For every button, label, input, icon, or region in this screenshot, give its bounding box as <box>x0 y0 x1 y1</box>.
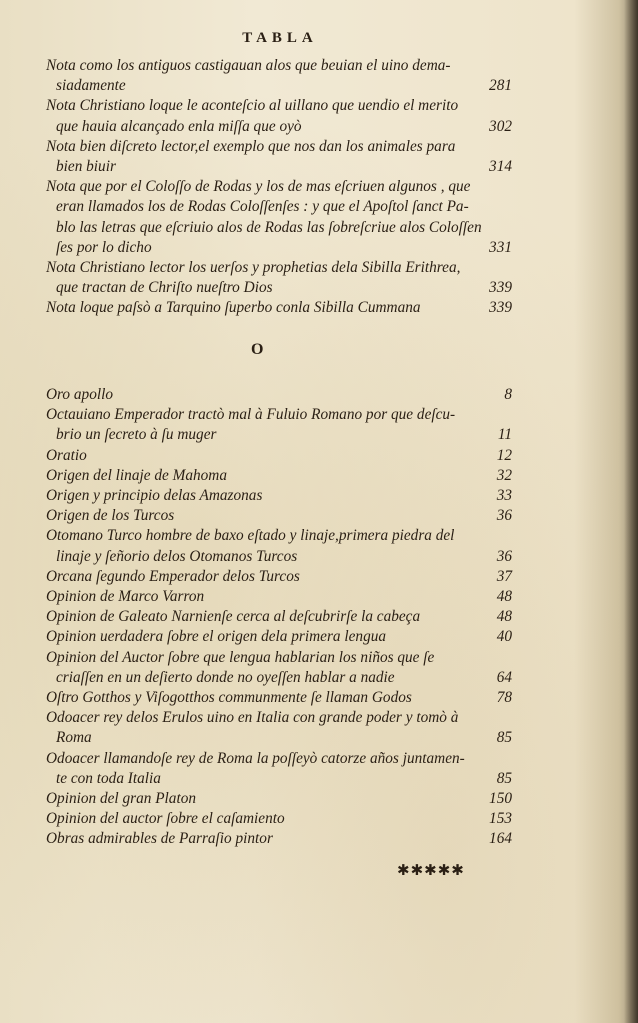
entry-line: Opinion del gran Platon <box>46 790 196 808</box>
entry-line: Odoacer rey delos Erulos uino en Italia con grande poder y tomò à <box>46 709 459 727</box>
entry-line: Orcana ſegundo Emperador delos Turcos <box>46 567 300 585</box>
entry-line: Oſtro Gotthos y Viſogotthos communmente ſe llaman Godos <box>46 689 412 707</box>
entry-line: que hauia alcançado enla miſſa que oyò <box>56 117 302 135</box>
entry-line: brio un ſecreto à ſu muger <box>56 426 217 444</box>
page-number: 48 <box>496 608 512 626</box>
index-entry <box>46 177 512 258</box>
entry-line: que tractan de Chriſto nueſtro Dios <box>56 279 273 297</box>
index-entry <box>46 96 512 136</box>
page-gutter-shadow <box>624 0 638 1023</box>
index-entry <box>46 405 512 445</box>
index-entry <box>46 446 512 466</box>
entry-line: Nota Christiano lector los uerſos y prophetias dela Sibilla Erithrea, <box>46 259 461 277</box>
entry-line: siadamente <box>56 77 126 95</box>
entry-line: Origen de los Turcos <box>46 507 175 525</box>
index-entry <box>46 506 512 526</box>
entry-line: Nota bien diſcreto lector,el exemplo que nos dan los animales para <box>46 137 456 155</box>
entry-line: Opinion de Marco Varron <box>46 588 205 606</box>
entry-line: Otomano Turco hombre de baxo eſtado y linaje,primera piedra del <box>46 527 455 545</box>
page-number: 32 <box>496 466 512 484</box>
page-number: 339 <box>489 299 512 317</box>
entry-line: Origen y principio delas Amazonas <box>46 487 263 505</box>
page-number: 36 <box>496 507 512 525</box>
page-number: 314 <box>489 158 512 176</box>
index-entry <box>46 789 512 809</box>
entry-line: bien biuir <box>56 158 116 176</box>
page-number: 281 <box>489 77 512 95</box>
entry-line: Opinion del Auctor ſobre que lengua hablarian los niños que ſe <box>46 648 435 666</box>
index-entry <box>46 829 512 849</box>
page-number: 64 <box>496 668 512 686</box>
index-entry <box>46 298 512 318</box>
entry-line: Obras admirables de Parraſio pintor <box>46 830 273 848</box>
page-number: 339 <box>489 279 512 297</box>
page-number: 40 <box>496 628 512 646</box>
index-entry <box>46 587 512 607</box>
index-entry <box>46 607 512 627</box>
page-number: 153 <box>489 810 512 828</box>
index-entry <box>46 385 512 405</box>
entry-line: blo las letras que eſcriuio alos de Rodas las ſobreſcriue alos Coloſſen <box>56 218 482 236</box>
entry-line: Opinion del auctor ſobre el caſamiento <box>46 810 285 828</box>
entry-line: Nota que por el Coloſſo de Rodas y los de mas eſcriuen algunos , que <box>46 178 471 196</box>
page-number: 12 <box>496 446 512 464</box>
entry-line: Odoacer llamandoſe rey de Roma la poſſeyò catorze años juntamen- <box>46 749 465 767</box>
entry-line: te con toda Italia <box>56 769 161 787</box>
entry-line: Nota loque paſsò a Tarquino ſuperbo conla Sibilla Cummana <box>46 299 421 317</box>
index-entry <box>46 526 512 566</box>
index-entry <box>46 749 512 789</box>
index-entry <box>46 648 512 688</box>
entry-line: Roma <box>56 729 92 747</box>
nota-entries <box>46 56 512 319</box>
page-number: 48 <box>496 588 512 606</box>
index-entry <box>46 466 512 486</box>
page-number: 8 <box>504 386 512 403</box>
index-entry <box>46 258 512 298</box>
entry-line: Origen del linaje de Mahoma <box>46 466 227 484</box>
entry-line: ſes por lo dicho <box>56 238 152 256</box>
entry-line: eran llamados los de Rodas Coloſſenſes : y que el Apoſtol ſanct Pa- <box>56 198 469 216</box>
page-number: 164 <box>489 830 512 848</box>
entry-line: Oratio <box>46 446 87 464</box>
entry-line: Nota como los antiguos castigauan alos que beuian el uino dema- <box>46 57 451 74</box>
entry-line: Octauiano Emperador tractò mal à Fuluio Romano por que deſcu- <box>46 406 456 424</box>
page-number: 33 <box>496 487 512 505</box>
index-entry <box>46 56 512 96</box>
entry-line: Nota Christiano loque le aconteſcio al uillano que uendio el merito <box>46 97 459 115</box>
page-number: 85 <box>496 769 512 787</box>
page-number: 78 <box>496 689 512 707</box>
entry-line: criaſſen en un deſierto donde no oyeſſen hablar a nadie <box>56 668 395 686</box>
section-letter: O <box>251 341 264 358</box>
page-number: 37 <box>496 567 512 585</box>
page-number: 331 <box>489 238 512 256</box>
page-number: 85 <box>496 729 512 747</box>
page-number: 36 <box>496 547 512 565</box>
index-entry <box>46 809 512 829</box>
page-number: 150 <box>489 790 512 808</box>
index-entry <box>46 708 512 748</box>
index-entry <box>46 627 512 647</box>
index-entry <box>46 688 512 708</box>
index-entry <box>46 137 512 177</box>
entry-line: Opinion de Galeato Narnienſe cerca al deſcubrirſe la cabeça <box>46 608 421 626</box>
running-head: TABLA <box>242 30 318 46</box>
page-number: 302 <box>489 117 512 135</box>
entry-line: Opinion uerdadera ſobre el origen dela primera lengua <box>46 628 387 646</box>
end-ornament: ✱✱✱✱✱ <box>397 861 465 879</box>
index-entry <box>46 486 512 506</box>
index-entry <box>46 567 512 587</box>
entry-line: linaje y ſeñorio delos Otomanos Turcos <box>56 547 298 565</box>
entry-line: Oro apollo <box>46 386 113 403</box>
o-entries <box>46 385 512 850</box>
page-number: 11 <box>497 426 512 444</box>
